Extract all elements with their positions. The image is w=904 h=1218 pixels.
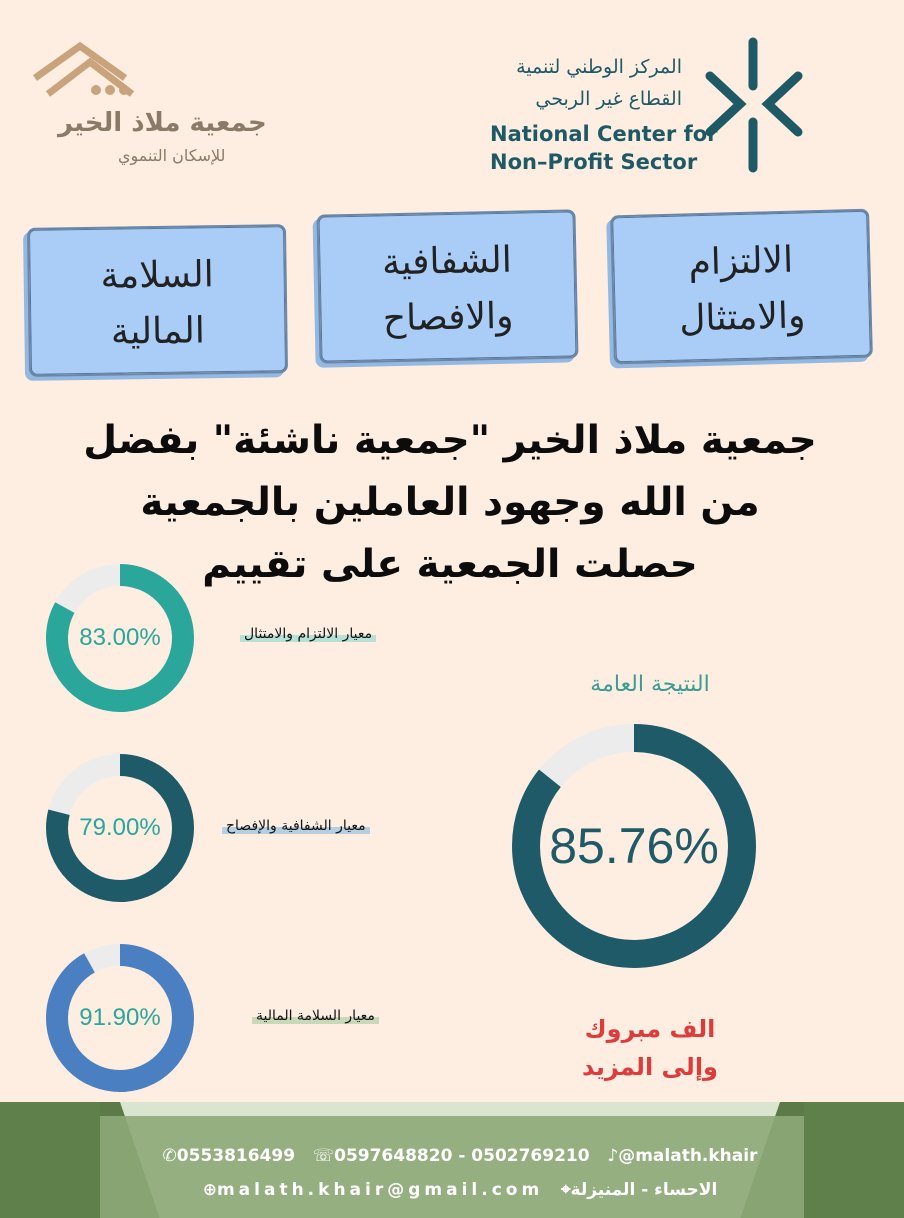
ncnp-english-line2: Non–Profit Sector bbox=[490, 150, 698, 174]
pillar-line: المالية bbox=[110, 310, 206, 353]
donut-compliance bbox=[44, 562, 196, 714]
pillar-line: السلامة bbox=[100, 254, 215, 297]
congrats-line1: الف مبروك bbox=[584, 1015, 716, 1043]
overall-label: النتيجة العامة bbox=[590, 672, 710, 697]
phone-icon: ☏ bbox=[312, 1146, 335, 1166]
malath-logo bbox=[18, 30, 267, 190]
ncnp-logo bbox=[488, 36, 808, 176]
footer-address bbox=[140, 1180, 780, 1200]
footer-contacts bbox=[140, 1146, 780, 1166]
footer bbox=[0, 1102, 904, 1218]
ncnp-arabic-line1: المركز الوطني لتنمية bbox=[516, 56, 682, 78]
email-address[interactable]: malath.khair@gmail.com bbox=[216, 1180, 544, 1200]
donut-transparency bbox=[44, 752, 196, 904]
malath-logo-name: جمعية ملاذ الخير bbox=[58, 108, 267, 138]
criterion-label: معيار السلامة المالية bbox=[252, 1008, 379, 1024]
ncnp-mark-icon bbox=[698, 36, 808, 176]
house-roof-icon bbox=[30, 38, 150, 108]
location: الاحساء - المنيزلة bbox=[570, 1180, 718, 1200]
congrats bbox=[550, 1010, 750, 1086]
tiktok-icon: ♪ bbox=[607, 1146, 619, 1166]
pillar-financial-safety bbox=[27, 224, 288, 377]
donut-value: 83.00% bbox=[79, 624, 161, 651]
tiktok-handle[interactable]: @malath.khair bbox=[618, 1146, 758, 1166]
criterion-label: معيار الالتزام والامتثال bbox=[240, 626, 376, 642]
ncnp-english-line1: National Center for bbox=[490, 122, 718, 146]
pillar-compliance bbox=[610, 209, 873, 365]
pillar-line: الشفافية bbox=[381, 239, 513, 284]
whatsapp-number[interactable]: 0553816499 bbox=[176, 1146, 296, 1166]
ncnp-arabic-line2: القطاع غير الربحي bbox=[535, 88, 682, 110]
pillar-line: الالتزام bbox=[688, 239, 794, 284]
overall-value: 85.76% bbox=[549, 818, 719, 874]
headline: جمعية ملاذ الخير "جمعية ناشئة" بفضل من الله وجهود العاملين بالجمعية حصلت الجمعية على تقييم bbox=[83, 418, 817, 587]
malath-logo-subtitle: للإسكان التنموي bbox=[118, 146, 226, 165]
phone-numbers[interactable]: 0597648820 - 0502769210 bbox=[334, 1146, 590, 1166]
whatsapp-icon: ✆ bbox=[162, 1146, 177, 1166]
pillar-transparency bbox=[316, 209, 578, 363]
pillar-line: والامتثال bbox=[678, 295, 806, 340]
donut-value: 91.90% bbox=[79, 1004, 161, 1031]
donut-financial-safety bbox=[44, 942, 196, 1094]
donut-overall bbox=[510, 722, 758, 970]
donut-value: 79.00% bbox=[79, 814, 161, 841]
congrats-line2: وإلى المزيد bbox=[582, 1053, 718, 1081]
criterion-label: معيار الشفافية والإفصاح bbox=[222, 818, 370, 834]
globe-icon: ⊕ bbox=[202, 1180, 217, 1200]
location-pin-icon: ⌖ bbox=[560, 1180, 571, 1200]
pillar-line: والافصاح bbox=[382, 295, 514, 340]
